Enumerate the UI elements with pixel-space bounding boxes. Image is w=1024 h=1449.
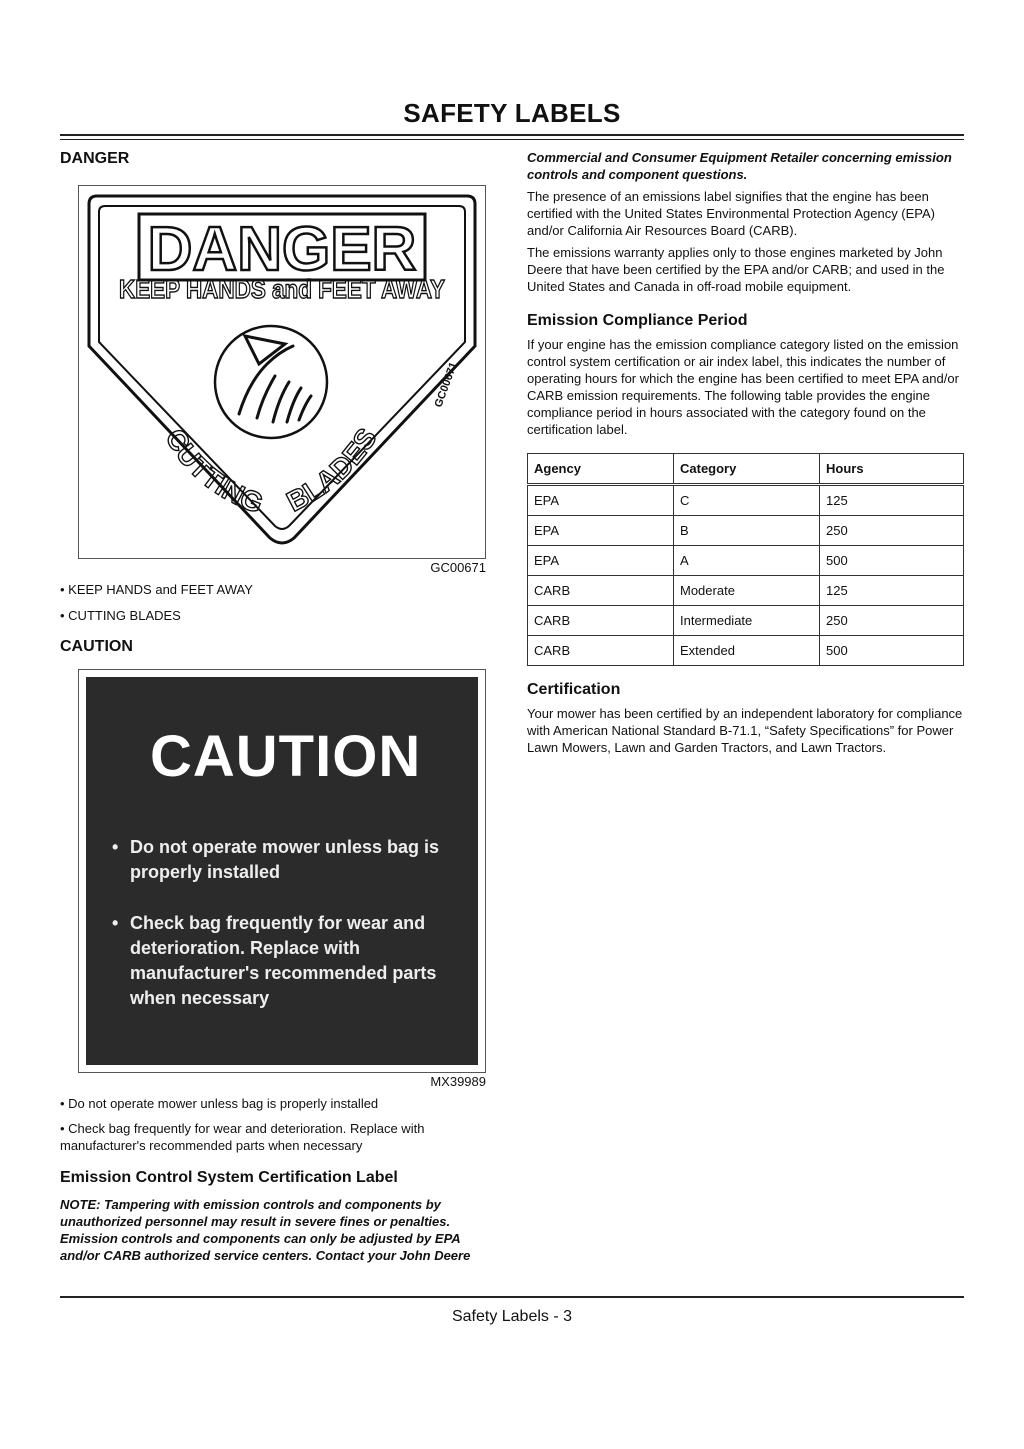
- certification-heading: Certification: [527, 681, 621, 698]
- page-title: SAFETY LABELS: [403, 98, 621, 128]
- caution-bullet-2: • Check bag frequently for wear and deterioration. Replace with manufacturer's recommended parts when necessary: [60, 1121, 425, 1153]
- compliance-table: [527, 453, 964, 666]
- danger-label-figure: [78, 185, 486, 559]
- cell-hours: 250: [820, 606, 964, 636]
- left-column: [60, 148, 486, 1264]
- cell-agency: EPA: [528, 485, 674, 516]
- caution-item-1: • Do not operate mower unless bag is properly installed: [112, 837, 440, 882]
- emissions-warranty-paragraph: The emissions warranty applies only to those engines marketed by John Deere that have been certified by the EPA and/or CARB; and used in the United States and Canada in off-road mobile equipment.: [527, 245, 945, 294]
- cell-category: Extended: [674, 636, 820, 666]
- table-row: [528, 546, 964, 576]
- page-footer: Safety Labels - 3: [451, 1308, 573, 1325]
- danger-subtitle: KEEP HANDS and FEET AWAY: [119, 274, 445, 304]
- cell-hours: 250: [820, 516, 964, 546]
- header-hours: Hours: [820, 454, 964, 485]
- header-category: Category: [674, 454, 820, 485]
- note-continued: Commercial and Consumer Equipment Retailer concerning emission controls and component questions.: [527, 150, 952, 182]
- table-row: [528, 485, 964, 516]
- title-rule-thin: [60, 139, 964, 140]
- certification-paragraph: Your mower has been certified by an independent laboratory for compliance with American National Standard B-71.1, “Safety Specifications” for Power Lawn Mowers, Lawn and Garden Tractors, and Lawn Tractors.: [527, 706, 963, 755]
- danger-heading: DANGER: [60, 150, 130, 167]
- compliance-paragraph: If your engine has the emission compliance category listed on the emission control system certification or air index label, this indicates the number of operating hours for which the engine has been certified to meet EPA and/or CARB emission requirements. The following table provides the engine compliance period in hours associated with the category found on the certification label.: [527, 337, 959, 437]
- table-row: [528, 516, 964, 546]
- danger-word: DANGER: [147, 215, 417, 284]
- emissions-label-paragraph: The presence of an emissions label signifies that the engine has been certified with the United States Environmental Protection Agency (EPA) and/or California Air Resources Board (CARB).: [527, 189, 936, 238]
- table-row: [528, 606, 964, 636]
- emission-label-heading: Emission Control System Certification Label: [60, 1169, 398, 1186]
- danger-bullet-1: • KEEP HANDS and FEET AWAY: [60, 582, 253, 597]
- compliance-period-heading: Emission Compliance Period: [527, 312, 748, 329]
- caution-heading: CAUTION: [60, 638, 133, 655]
- footer-rule: [60, 1296, 964, 1298]
- caution-label-figure: [78, 669, 486, 1073]
- cutting-text: CUTTING: [159, 423, 268, 520]
- cell-hours: 125: [820, 485, 964, 516]
- table-row: [528, 576, 964, 606]
- header-agency: Agency: [528, 454, 674, 485]
- danger-label-code: GC00671: [432, 360, 460, 410]
- cell-agency: CARB: [528, 606, 674, 636]
- cell-hours: 500: [820, 636, 964, 666]
- right-column: [527, 148, 964, 756]
- caution-item-2: • Check bag frequently for wear and deterioration. Replace with manufacturer's recommended parts when necessary: [112, 913, 437, 1008]
- cell-category: A: [674, 546, 820, 576]
- cell-hours: 125: [820, 576, 964, 606]
- cell-category: Intermediate: [674, 606, 820, 636]
- cell-category: C: [674, 485, 820, 516]
- caution-label-panel: [86, 677, 478, 1065]
- table-header-row: [528, 454, 964, 485]
- hand-icon: [239, 336, 311, 422]
- cell-agency: EPA: [528, 546, 674, 576]
- cell-category: Moderate: [674, 576, 820, 606]
- danger-label-graphic: [79, 186, 485, 558]
- caution-word: CAUTION: [150, 724, 422, 789]
- cell-agency: CARB: [528, 576, 674, 606]
- cell-agency: CARB: [528, 636, 674, 666]
- caution-figure-code: MX39989: [430, 1074, 486, 1089]
- caution-bullet-1: • Do not operate mower unless bag is properly installed: [60, 1096, 379, 1111]
- blades-text: BLADES: [281, 422, 383, 518]
- cell-category: B: [674, 516, 820, 546]
- table-row: [528, 636, 964, 666]
- danger-bullet-2: • CUTTING BLADES: [60, 608, 181, 623]
- cell-agency: EPA: [528, 516, 674, 546]
- title-rule: [60, 134, 964, 136]
- danger-figure-code: GC00671: [430, 560, 486, 575]
- tampering-note: NOTE: Tampering with emission controls and components by unauthorized personnel may result in severe fines or penalties. Emission controls and components can only be adjusted by EPA and/or CARB authorized service centers. Contact your John Deere: [60, 1197, 471, 1263]
- cell-hours: 500: [820, 546, 964, 576]
